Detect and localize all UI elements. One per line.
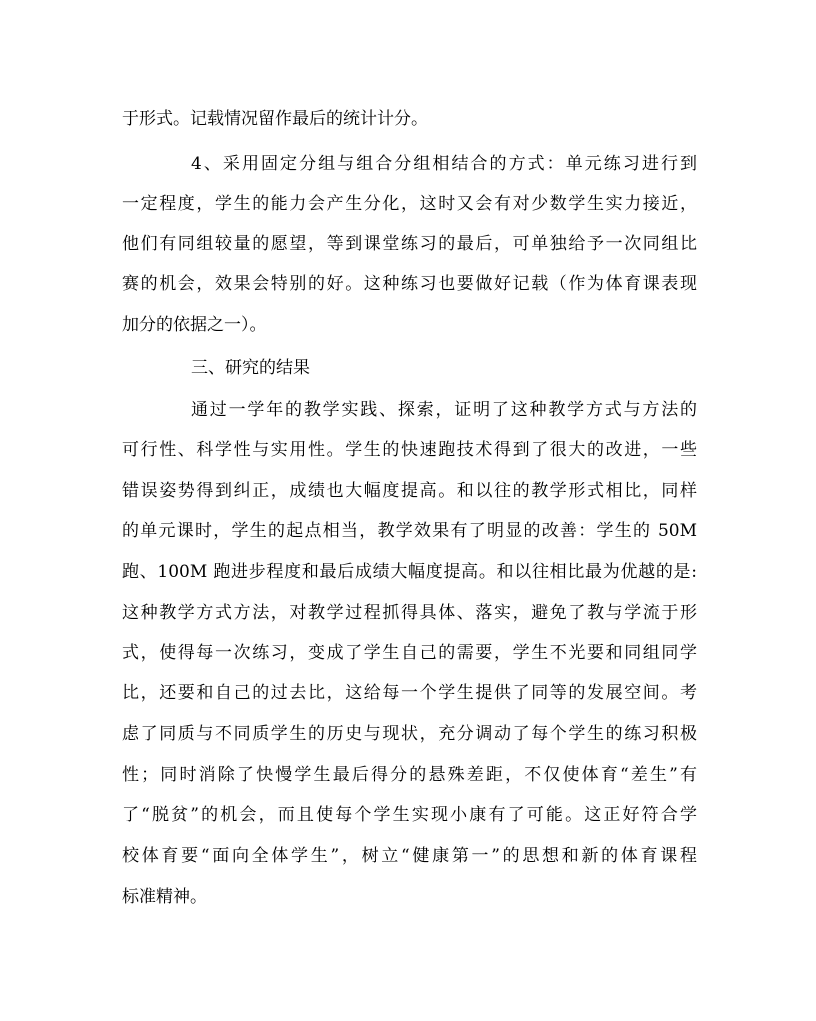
paragraph-line: 这种教学方式方法，对教学过程抓得具体、落实，避免了教与学流于形	[122, 603, 697, 623]
paragraph-line: 跑、100M 跑进步程度和最后成绩大幅度提高。和以往相比最为优越的是:	[122, 562, 697, 582]
paragraph-line: 可行性、科学性与实用性。学生的快速跑技术得到了很大的改进，一些	[122, 440, 697, 460]
paragraph-line: 4、采用固定分组与组合分组相结合的方式：单元练习进行到	[191, 154, 697, 174]
paragraph-line: 标准精神。	[122, 887, 207, 907]
paragraph-line: 性；同时消除了快慢学生最后得分的悬殊差距，不仅使体育“差生”有	[122, 765, 697, 785]
paragraph-line: 虑了同质与不同质学生的历史与现状，充分调动了每个学生的练习积极	[122, 724, 697, 744]
paragraph-line: 错误姿势得到纠正，成绩也大幅度提高。和以往的教学形式相比，同样	[122, 481, 697, 501]
paragraph-line: 了“脱贫”的机会，而且使每个学生实现小康有了可能。这正好符合学	[122, 805, 697, 825]
paragraph-line: 一定程度，学生的能力会产生分化，这时又会有对少数学生实力接近，	[122, 194, 697, 214]
section-heading: 三、研究的结果	[191, 358, 310, 378]
paragraph-line: 于形式。记载情况留作最后的统计计分。	[122, 109, 428, 129]
paragraph-line: 比，还要和自己的过去比，这给每一个学生提供了同等的发展空间。考	[122, 683, 697, 703]
paragraph-line: 赛的机会，效果会特别的好。这种练习也要做好记载（作为体育课表现	[122, 274, 697, 294]
paragraph-line: 通过一学年的教学实践、探索，证明了这种教学方式与方法的	[191, 400, 697, 420]
paragraph-line: 的单元课时，学生的起点相当，教学效果有了明显的改善：学生的 50M	[122, 521, 697, 541]
paragraph-line: 加分的依据之一）。	[122, 315, 267, 335]
paragraph-line: 式，使得每一次练习，变成了学生自己的需要，学生不光要和同组同学	[122, 643, 697, 663]
paragraph-line: 校体育要“面向全体学生”，树立“健康第一”的思想和新的体育课程	[122, 846, 697, 866]
paragraph-line: 他们有同组较量的愿望，等到课堂练习的最后，可单独给予一次同组比	[122, 234, 697, 254]
